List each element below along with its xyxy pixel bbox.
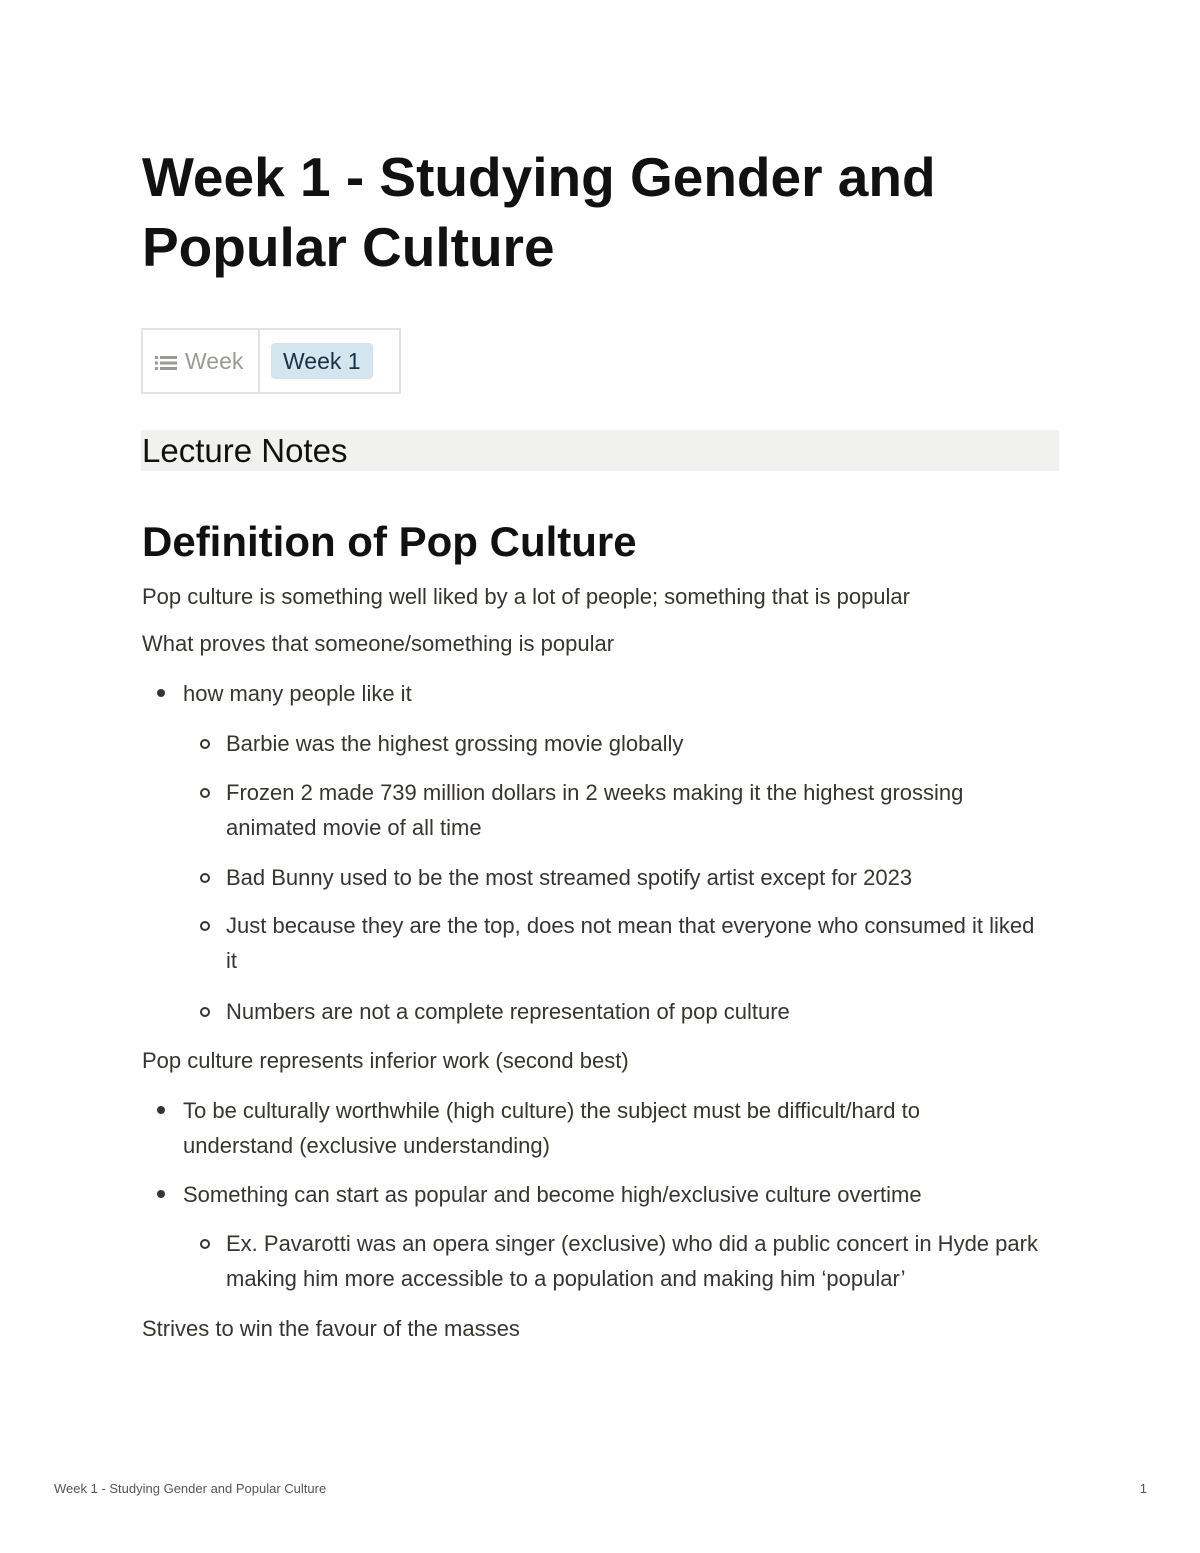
list-item (226, 775, 1046, 845)
property-value[interactable] (260, 330, 399, 392)
bullet-icon (157, 1106, 165, 1114)
list-item-text: Ex. Pavarotti was an opera singer (exclusive) who did a public concert in Hyde park making him more accessible to a population and making him ‘popular’ (226, 1231, 1038, 1291)
footer-title: Week 1 - Studying Gender and Popular Culture (54, 1481, 327, 1496)
page-number: 1 (1139, 1481, 1147, 1496)
list-item-text: Frozen 2 made 739 million dollars in 2 weeks making it the highest grossing animated movie of all time (226, 780, 964, 840)
list-item-text: how many people like it (183, 681, 412, 706)
hollow-bullet-icon (200, 1007, 210, 1017)
week-tag[interactable]: Week 1 (271, 343, 373, 379)
paragraph: Strives to win the favour of the masses (142, 1316, 520, 1341)
list-item (183, 1177, 1023, 1212)
list-item (183, 676, 1023, 711)
paragraph: Pop culture represents inferior work (second best) (142, 1048, 629, 1073)
hollow-bullet-icon (200, 739, 210, 749)
bullet-icon (157, 689, 165, 697)
list-item (183, 1093, 1023, 1163)
lecture-notes-heading: Lecture Notes (141, 430, 1059, 471)
list-icon (155, 356, 177, 370)
list-item (226, 726, 1046, 761)
list-item-text: To be culturally worthwhile (high culture) the subject must be difficult/hard to understand (exclusive understanding) (183, 1098, 920, 1158)
hollow-bullet-icon (200, 1239, 210, 1249)
list-item-text: Something can start as popular and become high/exclusive culture overtime (183, 1182, 922, 1207)
list-item-text: Numbers are not a complete representation of pop culture (226, 999, 790, 1024)
list-item (226, 1226, 1046, 1296)
hollow-bullet-icon (200, 873, 210, 883)
bullet-icon (157, 1190, 165, 1198)
list-item-text: Barbie was the highest grossing movie globally (226, 731, 684, 756)
list-item (226, 908, 1046, 978)
hollow-bullet-icon (200, 921, 210, 931)
paragraph: What proves that someone/something is popular (142, 631, 615, 656)
paragraph: Pop culture is something well liked by a lot of people; something that is popular (142, 584, 910, 609)
page-title: Week 1 - Studying Gender and Popular Culture (142, 146, 936, 278)
list-item-text: Just because they are the top, does not mean that everyone who consumed it liked it (226, 913, 1035, 973)
list-item (226, 860, 1046, 895)
list-item (226, 994, 1046, 1029)
property-row (141, 328, 401, 394)
definition-heading: Definition of Pop Culture (142, 518, 637, 565)
property-name-label: Week (185, 347, 244, 374)
property-name (143, 330, 260, 392)
hollow-bullet-icon (200, 788, 210, 798)
list-item-text: Bad Bunny used to be the most streamed spotify artist except for 2023 (226, 865, 913, 890)
